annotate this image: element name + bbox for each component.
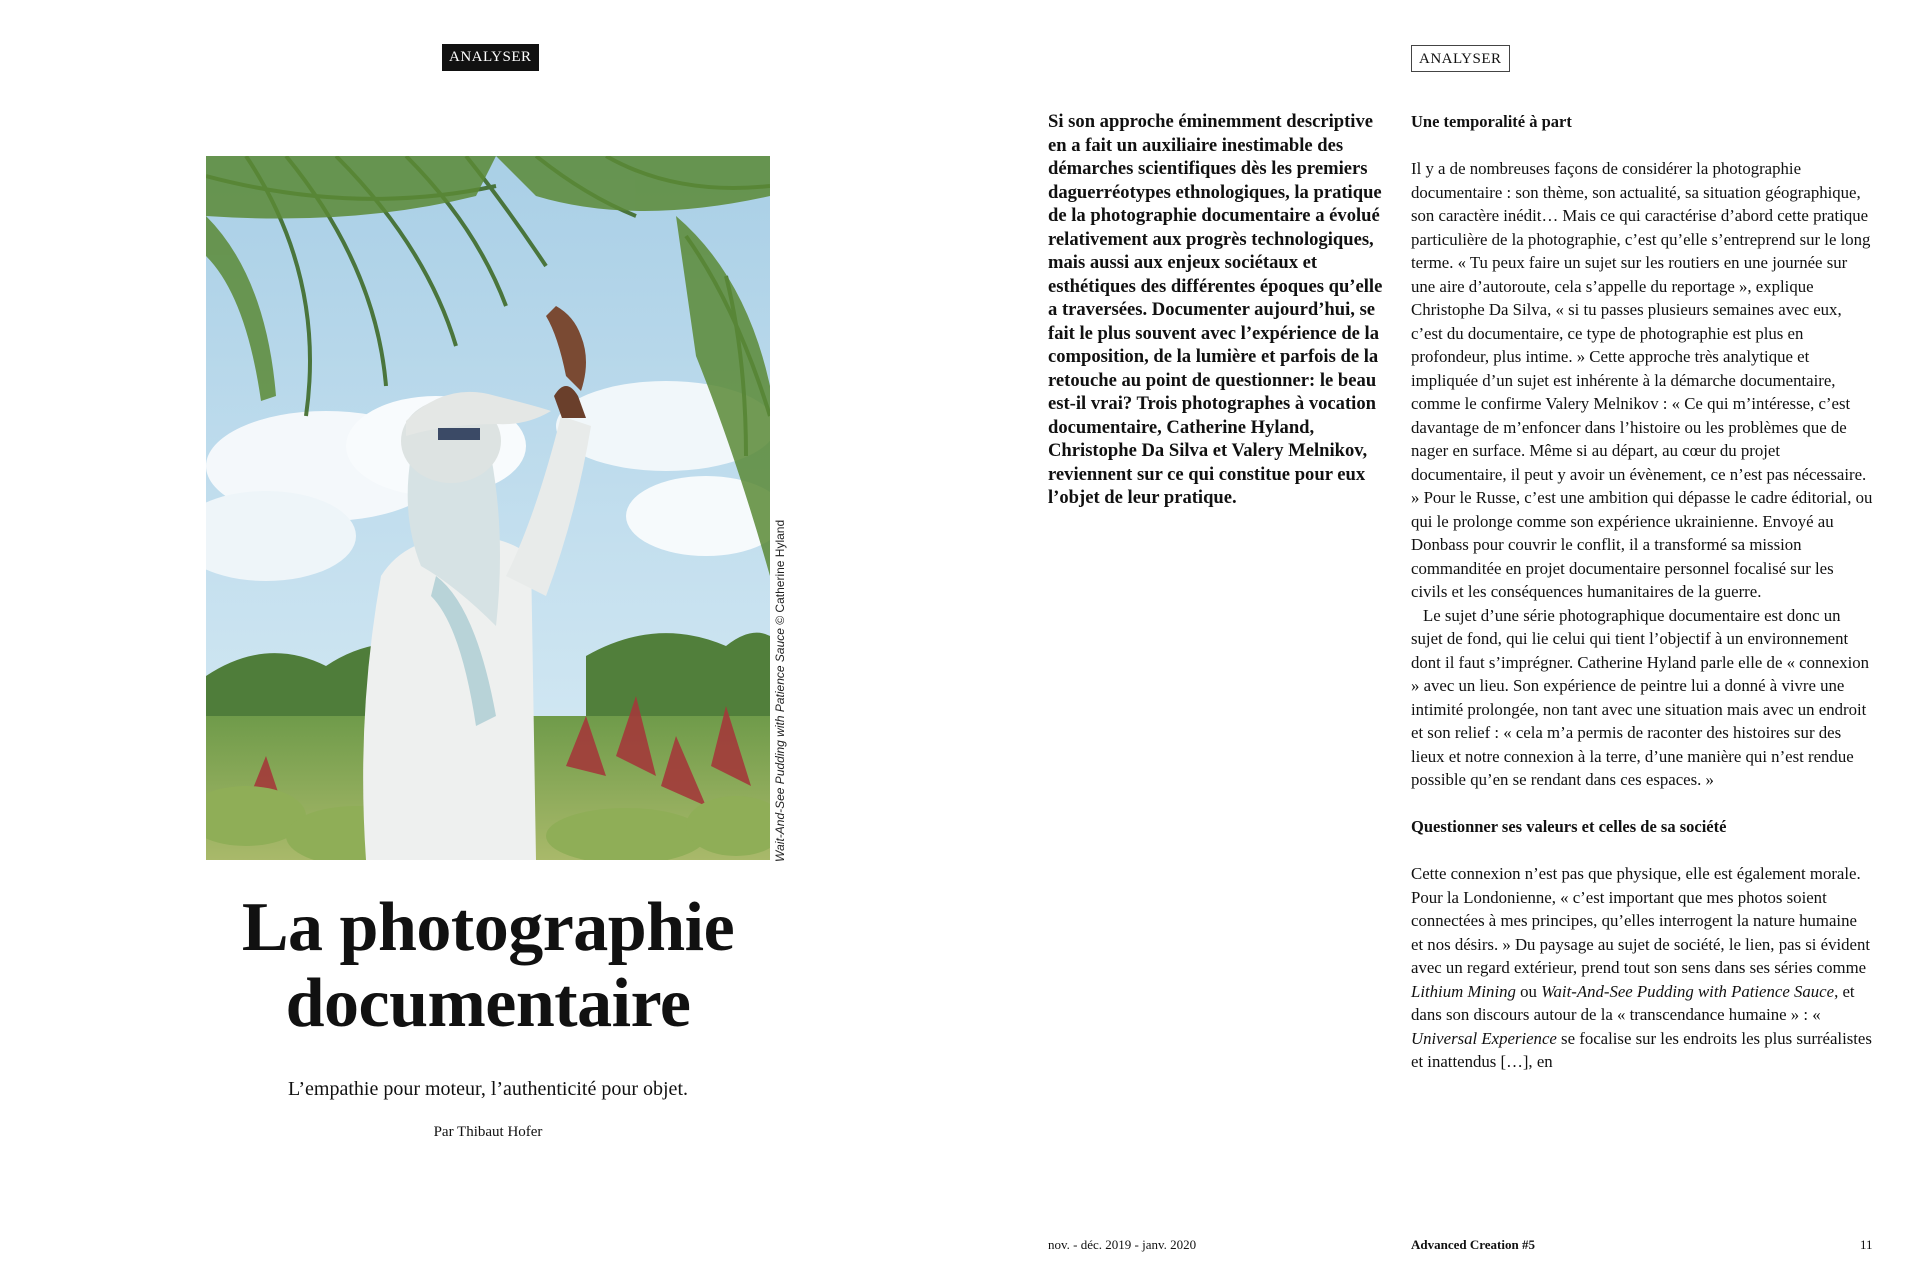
article-intro: Si son approche éminemment descriptive en a fait un auxiliaire inestimable des démarches scientifiques dès les premiers daguerréotypes ethnologiques, la pratique de la photographie documentaire a évolué relativement aux progrès technologiques, mais aussi aux enjeux sociétaux et esthétiques des différentes époques qu’elle a traversées. Documenter aujourd’hui, se fait le plus souvent avec l’expérience de la composition, de la lumière et parfois de la retouche au point de questionner: le beau est-il vrai? Trois photographes à vocation documentaire, Catherine Hyland, Christophe Da Silva et Valery Melnikov, reviennent sur ce qui constitue pour eux l’objet de leur pratique.: [1048, 111, 1383, 508]
section-heading-valeurs: Questionner ses valeurs et celles de sa société: [1411, 817, 1727, 836]
footer-magazine-name: Advanced Creation #5: [1411, 1237, 1535, 1252]
article-byline: Par Thibaut Hofer: [433, 1124, 543, 1140]
photo-credit-title: Wait-And-See Pudding with Patience Sauce: [773, 628, 787, 862]
series-title-wait-and-see: Wait-And-See Pudding with Patience Sauce: [1541, 981, 1835, 1001]
para3-text-d: se focalise sur les endroits les plus surréalistes et inattendus […], en: [1411, 1028, 1872, 1071]
para3-text-c: , et dans son discours autour de la « transcendance humaine » : «: [1411, 981, 1855, 1024]
para3-text-a: Cette connexion n’est pas que physique, elle est également morale. Pour la Londonienne, « c’est important que mes photos soient connectées à mes principes, qu’elles interrogent la nature humaine et nos désirs. » Du paysage au sujet de société, le lien, pas si évident avec un regard extérieur, prend tout son sens dans ses séries comme: [1411, 864, 1871, 977]
body-paragraph-3: [1411, 862, 1873, 1074]
footer-issue-date: nov. - déc. 2019 - janv. 2020: [1048, 1237, 1197, 1252]
title-line-1: La photographie: [241, 889, 735, 966]
photo-credit-author: © Catherine Hyland: [773, 519, 787, 629]
series-title-universal-experience: Universal Experience: [1411, 1028, 1557, 1048]
para3-text-b: ou: [1515, 981, 1542, 1001]
article-subtitle: L’empathie pour moteur, l’authenticité pour objet.: [287, 1078, 688, 1100]
article-body: [1411, 110, 1873, 1074]
series-title-lithium-mining: Lithium Mining: [1411, 981, 1516, 1001]
body-paragraph-1: Il y a de nombreuses façons de considérer la photographie documentaire : son thème, son actualité, sa situation géographique, son caractère inédit… Mais ce qui caractérise d’abord cette pratique particulière de la photographie, c’est qu’elle s’entreprend sur le long terme. « Tu peux faire un sujet sur les routiers en une journée sur une aire d’autoroute, cela s’appelle du reportage », explique Christophe Da Silva, « si tu passes plusieurs semaines avec eux, c’est du documentaire, ce type de photographie est plus en profondeur, plus intime. » Cette approche très analytique et impliquée d’un sujet est inhérente à la démarche documentaire, comme le confirme Valery Melnikov : « Ce qui m’intéresse, c’est davantage de m’enfoncer dans l’histoire ou les problèmes que de nager en surface. Même si au départ, au cœur du projet documentaire, il peut y avoir un évènement, ce n’est pas nécessaire. » Pour le Russe, c’est une ambition qui dépasse le cadre éditorial, ou qui le prolonge comme son expérience ukrainienne. Envoyé au Donbass pour couvrir le conflit, il a transformé sa mission commanditée en projet documentaire personnel focalisé sur les civils et les conséquences humanitaires de la guerre.: [1411, 159, 1873, 601]
title-line-2: documentaire: [285, 965, 691, 1042]
article-title: [120, 890, 856, 1042]
section-heading-temporalite: Une temporalité à part: [1411, 112, 1572, 131]
cover-photo: [206, 156, 770, 860]
body-paragraph-2: Le sujet d’une série photographique documentaire est donc un sujet de fond, qui lie celui qui tient l’objectif à un environnement dont il faut s’imprégner. Catherine Hyland parle elle de « connexion » avec un lieu. Son expérience de peintre lui a donné à vivre une intimité prolongée, non tant avec une situation mais avec un endroit et son relief : « cela m’a permis de raconter des histoires sur des lieux et notre connexion à la terre, d’une manière qui n’est rendue possible qu’en se rendant dans ces espaces. »: [1411, 605, 1870, 789]
section-tag-left: ANALYSER: [442, 44, 539, 71]
page-number: 11: [1860, 1237, 1873, 1252]
photo-credit: [773, 519, 787, 862]
section-tag-right: ANALYSER: [1411, 45, 1510, 72]
